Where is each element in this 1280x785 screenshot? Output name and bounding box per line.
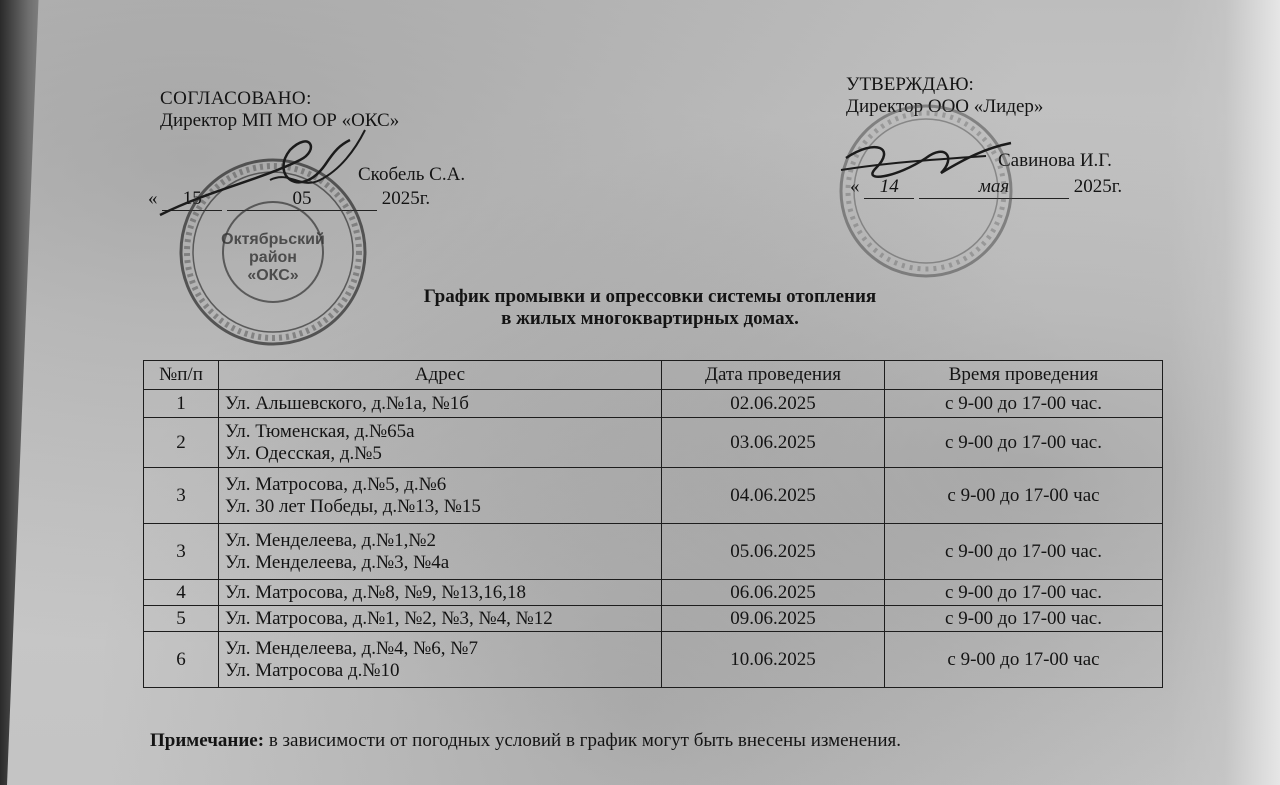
row-address [219, 606, 662, 632]
row-date: 05.06.2025 [662, 524, 885, 580]
svg-text:«ОКС»: «ОКС» [247, 267, 299, 284]
row-time: с 9-00 до 17-00 час. [885, 418, 1163, 468]
document-title [300, 286, 1000, 330]
row-address [219, 524, 662, 580]
row-time: с 9-00 до 17-00 час [885, 468, 1163, 524]
address-line: Ул. Альшевского, д.№1а, №1б [225, 392, 469, 414]
document-title-line2: в жилых многоквартирных домах. [501, 308, 799, 329]
svg-text:Октябрьский: Октябрьский [221, 231, 325, 248]
approved-title: УТВЕРЖДАЮ: [846, 74, 974, 95]
agreed-date-day: 15 [162, 188, 222, 211]
approved-signer: Савинова И.Г. [998, 150, 1112, 171]
row-date: 03.06.2025 [662, 418, 885, 468]
table-row [144, 390, 1163, 418]
note [150, 730, 901, 752]
row-date: 04.06.2025 [662, 468, 885, 524]
agreed-date-prefix: « [148, 188, 158, 209]
address-line: Ул. Матросова д.№10 [225, 659, 400, 681]
table-header-row [144, 361, 1163, 390]
table-row [144, 632, 1163, 688]
agreed-signer: Скобель С.А. [358, 164, 466, 185]
row-number: 4 [144, 580, 219, 606]
approved-date-month: мая [919, 176, 1069, 199]
agreed-position: Директор МП МО ОР «ОКС» [160, 110, 400, 131]
agreed-title: СОГЛАСОВАНО: [160, 88, 312, 109]
document-title-line1: График промывки и опрессовки системы отопления [423, 286, 877, 307]
agreed-signature [150, 120, 410, 230]
row-number: 1 [144, 390, 219, 418]
address-line: Ул. Менделеева, д.№3, №4а [225, 551, 450, 573]
row-address [219, 580, 662, 606]
row-date: 09.06.2025 [662, 606, 885, 632]
header-address: Адрес [219, 361, 662, 390]
row-number: 2 [144, 418, 219, 468]
address-line: Ул. 30 лет Победы, д.№13, №15 [225, 495, 481, 517]
address-line: Ул. Одесская, д.№5 [225, 442, 382, 464]
approved-signature [836, 128, 1026, 208]
row-time: с 9-00 до 17-00 час. [885, 606, 1163, 632]
row-address [219, 390, 662, 418]
row-time: с 9-00 до 17-00 час. [885, 580, 1163, 606]
row-number: 5 [144, 606, 219, 632]
row-address [219, 468, 662, 524]
row-number: 3 [144, 468, 219, 524]
approved-date-year: 2025г. [1073, 176, 1123, 197]
table-row [144, 580, 1163, 606]
schedule-table [143, 360, 1163, 688]
address-line: Ул. Матросова, д.№1, №2, №3, №4, №12 [225, 607, 553, 629]
address-line: Ул. Менделеева, д.№1,№2 [225, 529, 437, 551]
address-line: Ул. Менделеева, д.№4, №6, №7 [225, 637, 478, 659]
address-line: Ул. Матросова, д.№5, д.№6 [225, 473, 447, 495]
table-row [144, 468, 1163, 524]
svg-text:район: район [249, 249, 297, 266]
header-date: Дата проведения [662, 361, 885, 390]
row-number: 6 [144, 632, 219, 688]
agreed-date-month: 05 [227, 188, 377, 211]
row-time: с 9-00 до 17-00 час [885, 632, 1163, 688]
approved-date-day: 14 [864, 176, 914, 199]
paper-fold-shadow [0, 0, 70, 785]
address-line: Ул. Тюменская, д.№65а [225, 420, 415, 442]
row-date: 02.06.2025 [662, 390, 885, 418]
row-time: с 9-00 до 17-00 час. [885, 524, 1163, 580]
row-address [219, 418, 662, 468]
table-row [144, 606, 1163, 632]
approved-date-prefix: « [850, 176, 860, 197]
address-line: Ул. Матросова, д.№8, №9, №13,16,18 [225, 581, 527, 603]
table-row [144, 418, 1163, 468]
row-address [219, 632, 662, 688]
approved-position: Директор ООО «Лидер» [846, 96, 1044, 117]
paper-edge-highlight [1170, 0, 1280, 785]
agreed-date-year: 2025г. [381, 188, 431, 209]
table-row [144, 524, 1163, 580]
row-date: 06.06.2025 [662, 580, 885, 606]
header-time: Время проведения [885, 361, 1163, 390]
row-number: 3 [144, 524, 219, 580]
note-text: в зависимости от погодных условий в график могут быть внесены изменения. [264, 730, 901, 751]
row-date: 10.06.2025 [662, 632, 885, 688]
header-number: №п/п [144, 361, 219, 390]
note-label: Примечание: [150, 730, 265, 751]
row-time: с 9-00 до 17-00 час. [885, 390, 1163, 418]
